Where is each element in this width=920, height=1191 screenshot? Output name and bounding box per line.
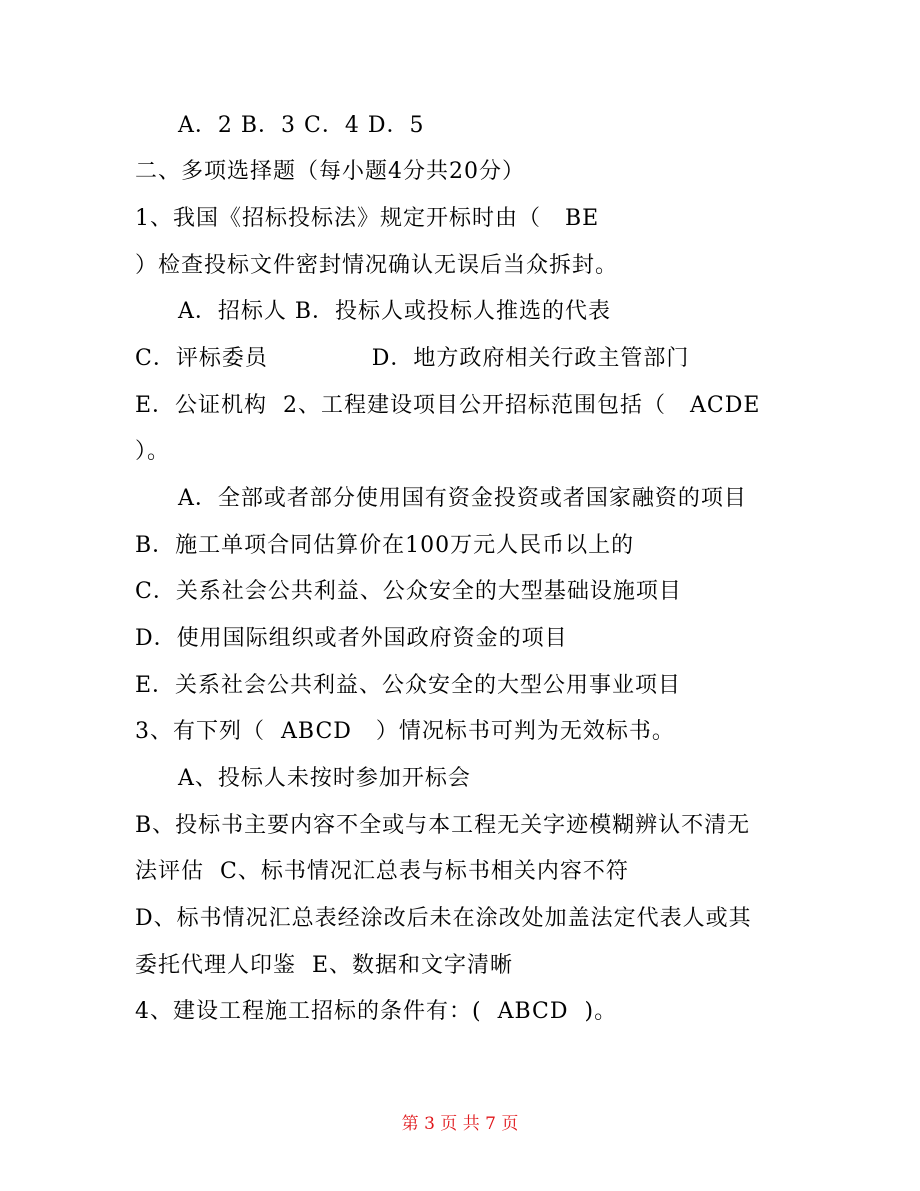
question-2-line-2: ）。	[135, 439, 171, 464]
question-1-option-e-question-2: E．公证机构 2、工程建设项目公开招标范围包括（ ACDE	[135, 393, 761, 418]
question-2-option-a: A．全部或者部分使用国有资金投资或者国家融资的项目	[178, 486, 747, 511]
question-3-option-b-c: 法评估 C、标书情况汇总表与标书相关内容不符	[135, 859, 629, 884]
question-2-option-d: D．使用国际组织或者外国政府资金的项目	[135, 626, 568, 651]
question-2-option-b: B．施工单项合同估算价在100万元人民币以上的	[135, 533, 635, 558]
question-3-option-d-e: 委托代理人印鉴 E、数据和文字清晰	[135, 953, 514, 978]
question-1-line-2: ）检查投标文件密封情况确认无误后当众拆封。	[135, 253, 619, 278]
question-3-option-b: B、投标书主要内容不全或与本工程无关字迹模糊辨认不清无	[135, 813, 751, 838]
question-1-options-cd: C．评标委员 D．地方政府相关行政主管部门	[135, 346, 690, 371]
question-1-line-1: 1、我国《招标投标法》规定开标时由（ BE	[135, 206, 600, 231]
question-3-option-a: A、投标人未按时参加开标会	[178, 766, 471, 791]
question-3-option-d: D、标书情况汇总表经涂改后未在涂改处加盖法定代表人或其	[135, 906, 752, 931]
answer-options-line: A．2 B．3 C．4 D．5	[178, 113, 425, 138]
question-2-option-e: E．关系社会公共利益、公众安全的大型公用事业项目	[135, 673, 682, 698]
page-number-footer: 第 3 页 共 7 页	[401, 1114, 519, 1134]
section-heading-multiple-choice: 二、多项选择题（每小题4分共20分）	[135, 159, 525, 184]
question-3: 3、有下列（ ABCD ）情况标书可判为无效标书。	[135, 719, 675, 744]
question-1-options-ab: A．招标人 B．投标人或投标人推选的代表	[178, 299, 612, 324]
question-4: 4、建设工程施工招标的条件有：( ABCD )。	[135, 999, 618, 1024]
question-2-option-c: C．关系社会公共利益、公众安全的大型基础设施项目	[135, 579, 682, 604]
